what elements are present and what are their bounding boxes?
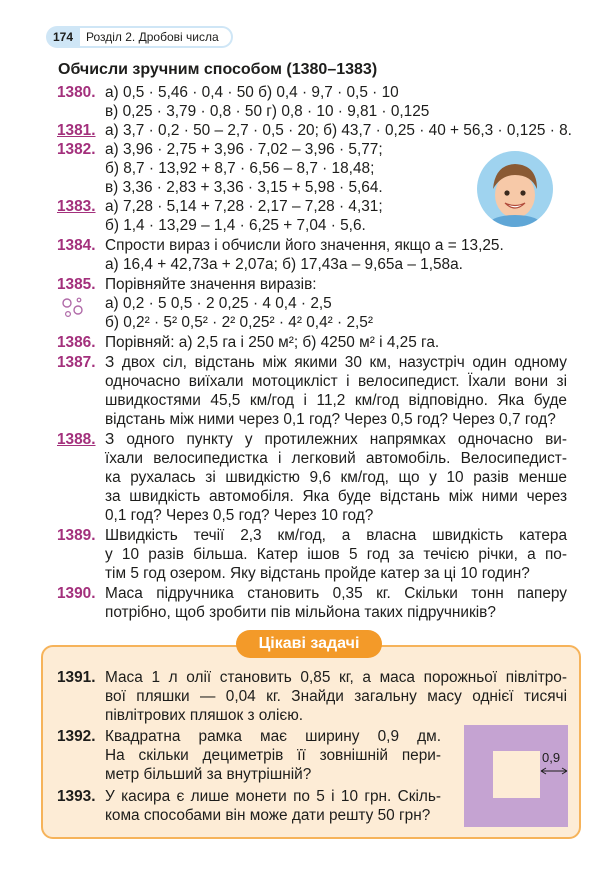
exercise-number-1390: 1390. — [57, 585, 96, 602]
exercise-1384-line-2: а) 16,4 + 42,73a + 2,07a; б) 17,43a – 9,65a – 1,58a. — [105, 256, 463, 273]
boy-avatar — [477, 151, 553, 227]
exercise-1382-line-3: в) 3,36 · 2,83 + 3,36 · 3,15 + 5,98 · 5,64. — [105, 179, 383, 196]
exercise-1390-line: потрібно, щоб зробити пів мільйона таких підручників? — [105, 604, 496, 621]
exercise-1387-line: одночасно виїхали мотоцикліст і велосипедист. Їхали вони зі — [105, 373, 567, 390]
exercise-1392-line: На скільки дециметрів її зовнішній пери- — [105, 747, 441, 764]
exercise-1380-line-1: а) 0,5 · 5,46 · 0,4 · 50 б) 0,4 · 9,7 · 0,5 · 10 — [105, 84, 399, 101]
exercise-1389-line: у 10 разів більша. Катер ішов 5 год за течією річки, а по- — [105, 546, 567, 563]
exercise-number-1393: 1393. — [57, 788, 96, 805]
page-header — [46, 26, 233, 48]
exercise-1391-line: вої пляшки — 0,04 кг. Знайди загальну масу однієї тисячі — [105, 688, 567, 705]
exercise-1388-line: 0,1 год? Через 0,5 год? Через 10 год? — [105, 507, 374, 524]
exercise-number-1381: 1381. — [57, 122, 96, 139]
exercise-1382-line-1: а) 3,96 · 2,75 + 3,96 · 7,02 – 3,96 · 5,77; — [105, 141, 383, 158]
exercise-1386-line-1: Порівняй: а) 2,5 га і 250 м²; б) 4250 м² і 4,25 га. — [105, 334, 440, 351]
exercise-number-1387: 1387. — [57, 354, 96, 371]
exercise-1380-line-2: в) 0,25 · 3,79 · 0,8 · 50 г) 0,8 · 10 · 9,81 · 0,125 — [105, 103, 430, 120]
exercise-1388-line: З одного пункту у протилежних напрямках одночасно ви- — [105, 431, 567, 448]
exercise-1385-line-1: Порівняйте значення виразів: — [105, 276, 317, 293]
exercise-1388-line: ка рухалась зі швидкістю 9,6 км/год, що у 10 разів менше — [105, 469, 567, 486]
exercise-1393-line: У касира є лише монети по 5 і 10 грн. Скіль- — [105, 788, 441, 805]
exercise-number-1384: 1384. — [57, 237, 96, 254]
exercise-1389-line: тім 5 год озером. Яку відстань пройде катер за ці 10 годин? — [105, 565, 530, 582]
exercise-number-1388: 1388. — [57, 431, 96, 448]
double-arrow-icon — [539, 765, 569, 777]
exercise-1392-line: метр більший за внутрішній? — [105, 766, 312, 783]
exercise-1389-line: Швидкість течії 2,3 км/год, а власна швидкість катера — [105, 527, 567, 544]
exercise-1385-line-2: а) 0,2 · 5 0,5 · 2 0,25 · 4 0,4 · 2,5 — [105, 295, 332, 312]
exercise-1391-line: Маса 1 л олії становить 0,85 кг, а маса порожньої півлітро- — [105, 669, 567, 686]
exercise-1387-line: швидкостями 45,5 км/год і 11,2 км/год відповідно. Яка буде — [105, 392, 567, 409]
section-title: Обчисли зручним способом (1380–1383) — [58, 61, 378, 78]
exercise-1382-line-2: б) 8,7 · 13,92 + 8,7 · 6,56 – 8,7 · 18,48; — [105, 160, 375, 177]
square-frame-hole — [493, 751, 540, 798]
exercise-1384-line-1: Спрости вираз і обчисли його значення, якщо a = 13,25. — [105, 237, 504, 254]
exercise-1392-line: Квадратна рамка має ширину 0,9 дм. — [105, 728, 441, 745]
exercise-number-1382: 1382. — [57, 141, 96, 158]
exercise-number-1391: 1391. — [57, 669, 96, 686]
interesting-problems-badge: Цікаві задачі — [236, 630, 382, 658]
exercise-1388-line: їхали велосипедистка і легковий автомобіль. Велосипедист- — [105, 450, 567, 467]
exercise-1385-line-3: б) 0,2² · 5² 0,5² · 2² 0,25² · 4² 0,4² · 2,5² — [105, 314, 373, 331]
exercise-number-1392: 1392. — [57, 728, 96, 745]
exercise-number-1386: 1386. — [57, 334, 96, 351]
exercise-1383-line-2: б) 1,4 · 13,29 – 1,4 · 6,25 + 7,04 · 5,6. — [105, 217, 366, 234]
chapter-title: Розділ 2. Дробові числа — [80, 26, 233, 48]
exercise-1390-line: Маса підручника становить 0,35 кг. Скільки тонн паперу — [105, 585, 567, 602]
boy-illustration — [477, 151, 553, 227]
exercise-number-1380: 1380. — [57, 84, 96, 101]
pair-work-icon — [60, 296, 86, 320]
page-number: 174 — [46, 26, 80, 48]
exercise-number-1383: 1383. — [57, 198, 96, 215]
exercise-1391-line: півлітрових пляшок з олією. — [105, 707, 304, 724]
exercise-number-1389: 1389. — [57, 527, 96, 544]
exercise-1381-line-1: а) 3,7 · 0,2 · 50 – 2,7 · 0,5 · 20; б) 43,7 · 0,25 · 40 + 56,3 · 0,125 · 8. — [105, 122, 572, 139]
frame-width-label: 0,9 — [542, 750, 561, 765]
exercise-1383-line-1: а) 7,28 · 5,14 + 7,28 · 2,17 – 7,28 · 4,31; — [105, 198, 383, 215]
exercise-1387-line: відстань між ними через 0,1 год? Через 0,5 год? Через 0,7 год? — [105, 411, 556, 428]
exercise-number-1385: 1385. — [57, 276, 96, 293]
exercise-1393-line: кома способами він може дати решту 50 грн? — [105, 807, 431, 824]
exercise-1387-line: З двох сіл, відстань між якими 30 км, назустріч один одному — [105, 354, 567, 371]
exercise-1388-line: за швидкість автомобіля. Яка буде відстань між ними через — [105, 488, 567, 505]
